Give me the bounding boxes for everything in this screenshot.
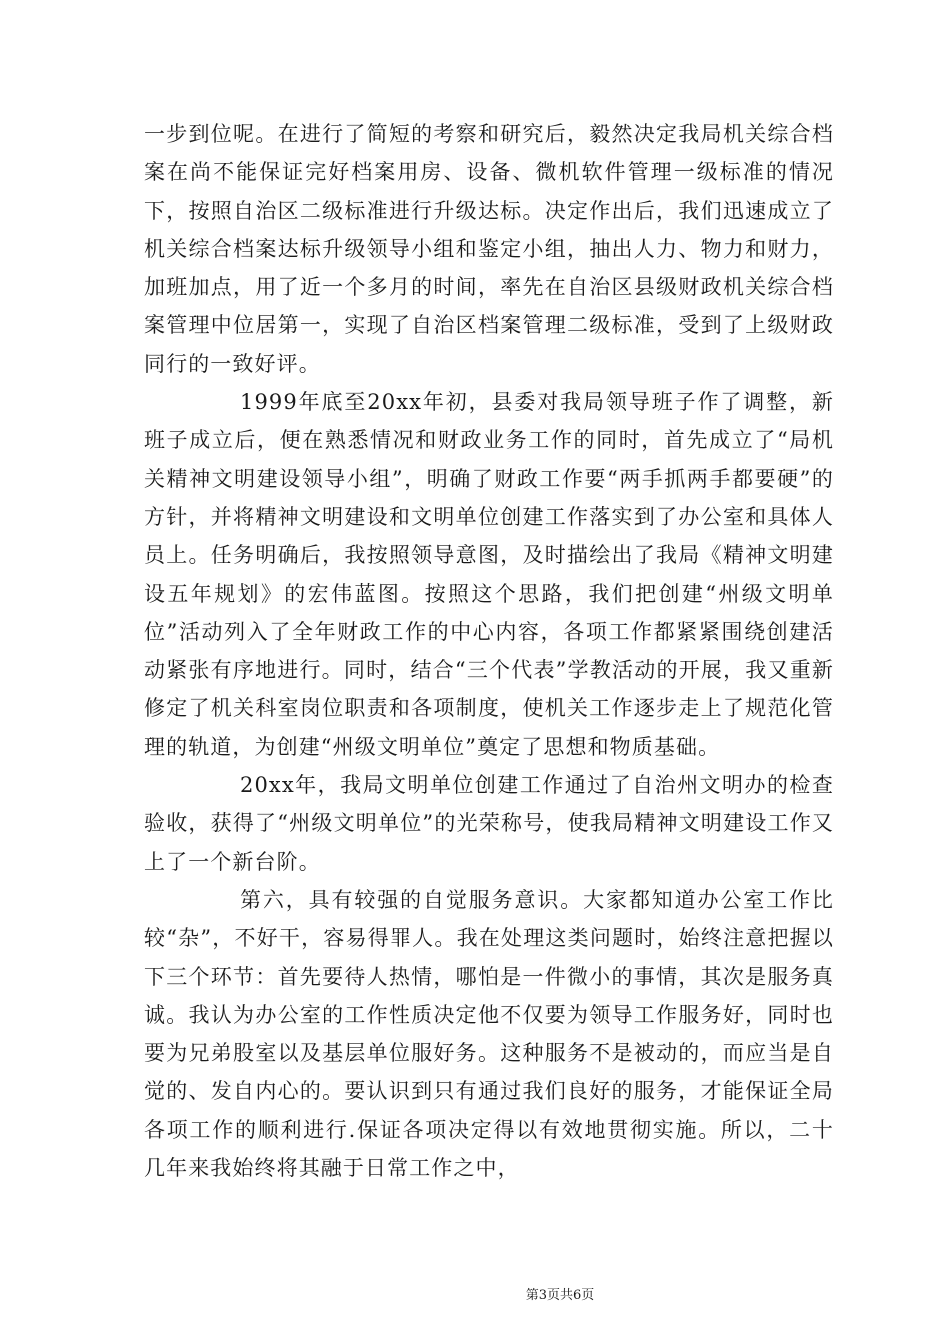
paragraph-3: 20xx年，我局文明单位创建工作通过了自治州文明办的检查验收，获得了“州级文明单位”的光荣称号，使我局精神文明建设工作又上了一个新台阶。 — [144, 773, 834, 874]
paragraph-2: 1999年底至20xx年初，县委对我局领导班子作了调整，新班子成立后，便在熟悉情况和财政业务工作的同时，首先成立了“局机关精神文明建设领导小组”，明确了财政工作要“两手抓两手都要硬”的方针，并将精神文明建设和文明单位创建工作落实到了办公室和具体人员上。任务明确后，我按照领导意图，及时描绘出了我局《精神文明建设五年规划》的宏伟蓝图。按照这个思路，我们把创建“州级文明单位”活动列入了全年财政工作的中心内容，各项工作都紧紧围绕创建活动紧张有序地进行。同时，结合“三个代表”学教活动的开展，我又重新修定了机关科室岗位职责和各项制度，使机关工作逐步走上了规范化管理的轨道，为创建“州级文明单位”奠定了思想和物质基础。 — [144, 390, 834, 759]
paragraph-4: 第六，具有较强的自觉服务意识。大家都知道办公室工作比较“杂”，不好干，容易得罪人。我在处理这类问题时，始终注意把握以下三个环节：首先要待人热情，哪怕是一件微小的事情，其次是服务真诚。我认为办公室的工作性质决定他不仅要为领导工作服务好，同时也要为兄弟股室以及基层单位服好务。这种服务不是被动的，而应当是自觉的、发自内心的。要认识到只有通过我们良好的服务，才能保证全局各项工作的顺利进行.保证各项决定得以有效地贯彻实施。所以，二十几年来我始终将其融于日常工作之中， — [144, 887, 834, 1181]
page-number-footer: 第3页共6页 — [525, 1288, 595, 1303]
paragraph-1: 一步到位呢。在进行了简短的考察和研究后，毅然决定我局机关综合档案在尚不能保证完好档案用房、设备、微机软件管理一级标准的情况下，按照自治区二级标准进行升级达标。决定作出后，我们迅速成立了机关综合档案达标升级领导小组和鉴定小组，抽出人力、物力和财力，加班加点，用了近一个多月的时间，率先在自治区县级财政机关综合档案管理中位居第一，实现了自治区档案管理二级标准，受到了上级财政同行的一致好评。 — [144, 122, 834, 376]
document-body — [144, 115, 834, 1187]
